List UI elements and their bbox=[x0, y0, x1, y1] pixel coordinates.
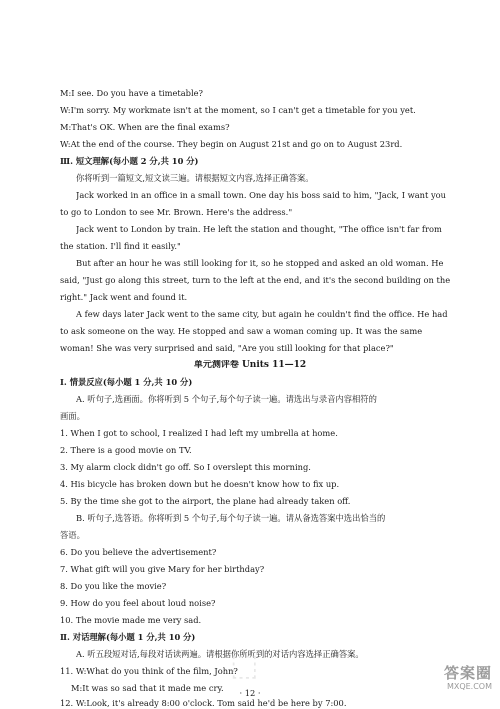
question-line: 4. His bicycle has broken down but he doesn't know how to fix up. bbox=[60, 479, 340, 489]
passage-line: woman! She was very surprised and said, "Are you still looking for that place?" bbox=[60, 343, 394, 353]
watermark-logo-big: 答案圈 bbox=[443, 664, 492, 682]
passage-line: But after an hour he was still looking for it, so he stopped and asked an old woman. He bbox=[76, 258, 444, 268]
question-line: 9. How do you feel about loud noise? bbox=[60, 598, 216, 608]
text-line: W:I'm sorry. My workmate isn't at the moment, so I can't get a timetable for you yet. bbox=[60, 105, 416, 115]
instruction-line: 你将听到一篇短文,短文读三遍。请根据短文内容,选择正确答案。 bbox=[76, 173, 314, 183]
question-line: 5. By the time she got to the airport, the plane had already taken off. bbox=[60, 496, 351, 506]
passage-line: right." Jack went and found it. bbox=[60, 292, 188, 302]
passage-line: said, "Just go along this street, turn to the left at the end, and it's the second building on the bbox=[60, 275, 451, 285]
question-line: 6. Do you believe the advertisement? bbox=[60, 547, 217, 557]
dialogue-line: 12. W:Look, it's already 8:00 o'clock. Tom said he'd be here by 7:00. bbox=[60, 698, 347, 708]
passage-line: A few days later Jack went to the same city, but again he couldn't find the office. He had bbox=[76, 309, 448, 319]
page-number: · 12 · bbox=[239, 688, 261, 698]
instruction-line: 画面。 bbox=[60, 411, 85, 421]
section-heading: Ⅲ. 短文理解(每小题 2 分,共 10 分) bbox=[60, 156, 199, 166]
watermark-text: ⬚ bbox=[230, 648, 261, 683]
text-line: W:At the end of the course. They begin on August 21st and go on to August 23rd. bbox=[60, 139, 403, 149]
passage-line: Jack went to London by train. He left the station and thought, "The office isn't far from bbox=[76, 224, 442, 234]
instruction-line: B. 听句子,选答语。你将听到 5 个句子,每个句子读一遍。请从备选答案中选出恰当的 bbox=[76, 513, 386, 523]
text-line: M:I see. Do you have a timetable? bbox=[60, 88, 203, 98]
question-line: 1. When I got to school, I realized I had left my umbrella at home. bbox=[60, 428, 338, 438]
passage-line: to go to London to see Mr. Brown. Here's the address." bbox=[60, 207, 293, 217]
section-heading: Ⅱ. 对话理解(每小题 1 分,共 10 分) bbox=[60, 632, 196, 642]
watermark-logo bbox=[422, 664, 492, 702]
question-line: 2. There is a good movie on TV. bbox=[60, 445, 192, 455]
dialogue-line: M:It was so sad that it made me cry. bbox=[71, 683, 224, 693]
text-line: M:That's OK. When are the final exams? bbox=[60, 122, 230, 132]
passage-line: Jack worked in an office in a small town. One day his boss said to him, "Jack, I want you bbox=[76, 190, 446, 200]
instruction-line: 答语。 bbox=[60, 530, 85, 540]
instruction-line: A. 听五段短对话,每段对话读两遍。请根据你所听到的对话内容选择正确答案。 bbox=[76, 649, 364, 659]
question-line: 3. My alarm clock didn't go off. So I overslept this morning. bbox=[60, 462, 311, 472]
dialogue-line: 11. W:What do you think of the film, John? bbox=[60, 666, 238, 676]
watermark-logo-small: MXQE.COM bbox=[446, 682, 492, 691]
unit-title: 单元测评卷 Units 11—12 bbox=[193, 360, 307, 370]
question-line: 7. What gift will you give Mary for her birthday? bbox=[60, 564, 265, 574]
instruction-line: A. 听句子,选画面。你将听到 5 个句子,每个句子读一遍。请选出与录音内容相符的 bbox=[76, 394, 377, 404]
question-line: 8. Do you like the movie? bbox=[60, 581, 167, 591]
passage-line: the station. I'll find it easily." bbox=[60, 241, 181, 251]
section-heading: Ⅰ. 情景反应(每小题 1 分,共 10 分) bbox=[60, 377, 193, 387]
question-line: 10. The movie made me very sad. bbox=[60, 615, 202, 625]
passage-line: to ask someone on the way. He stopped and saw a woman coming up. It was the same bbox=[60, 326, 423, 336]
